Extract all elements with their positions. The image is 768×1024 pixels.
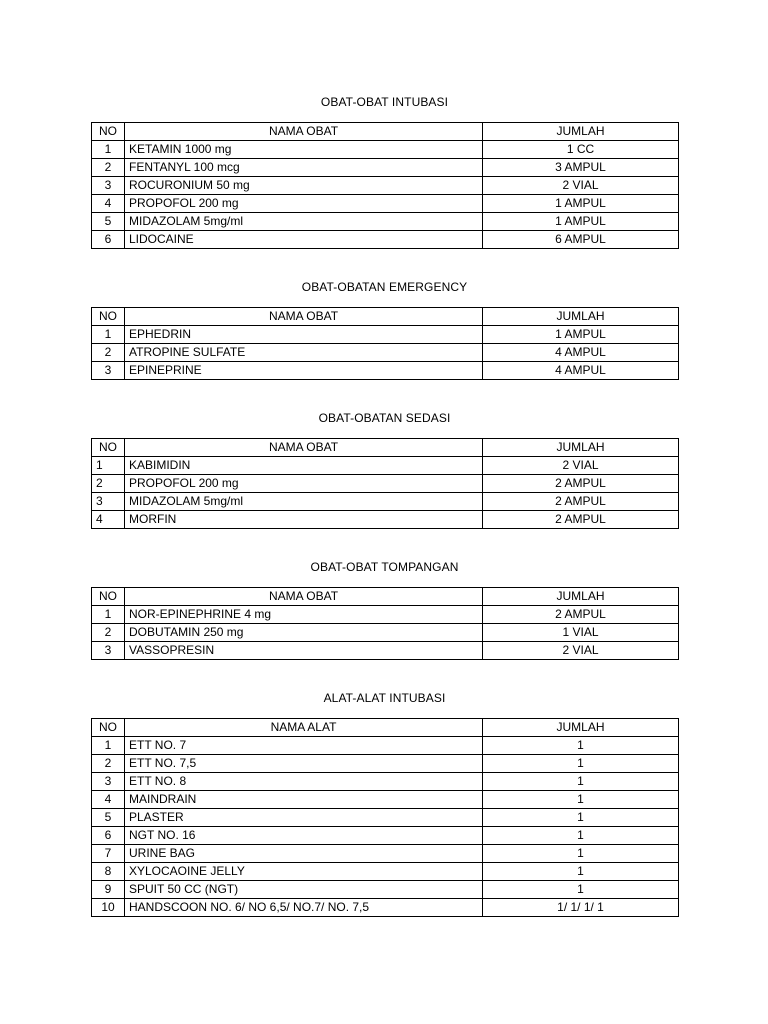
- column-header-no: NO: [92, 719, 125, 737]
- table-header-row: [92, 308, 679, 326]
- column-header-name: NAMA OBAT: [125, 308, 483, 326]
- table-row: [92, 231, 679, 249]
- cell-name: MAINDRAIN: [125, 791, 483, 809]
- cell-no: 4: [92, 195, 125, 213]
- cell-no: 2: [92, 755, 125, 773]
- table-row: [92, 863, 679, 881]
- column-header-name: NAMA OBAT: [125, 123, 483, 141]
- cell-qty: 1: [483, 881, 679, 899]
- cell-name: ROCURONIUM 50 mg: [125, 177, 483, 195]
- table-row: [92, 475, 679, 493]
- cell-name: PLASTER: [125, 809, 483, 827]
- cell-no: 1: [92, 606, 125, 624]
- cell-qty: 1 AMPUL: [483, 213, 679, 231]
- cell-name: LIDOCAINE: [125, 231, 483, 249]
- cell-qty: 1: [483, 809, 679, 827]
- table-row: [92, 493, 679, 511]
- cell-no: 2: [92, 344, 125, 362]
- cell-no: 3: [92, 362, 125, 380]
- table-header-row: [92, 439, 679, 457]
- table-row: [92, 177, 679, 195]
- cell-qty: 1/ 1/ 1/ 1: [483, 899, 679, 917]
- cell-qty: 1 AMPUL: [483, 195, 679, 213]
- cell-name: URINE BAG: [125, 845, 483, 863]
- table-title: OBAT-OBATAN EMERGENCY: [301, 280, 468, 294]
- cell-qty: 4 AMPUL: [483, 362, 679, 380]
- column-header-qty: JUMLAH: [483, 123, 679, 141]
- table-title: ALAT-ALAT INTUBASI: [323, 691, 446, 705]
- table-row: [92, 624, 679, 642]
- cell-qty: 2 AMPUL: [483, 606, 679, 624]
- table-body: [92, 439, 679, 529]
- column-header-no: NO: [92, 308, 125, 326]
- table-row: [92, 809, 679, 827]
- column-header-name: NAMA OBAT: [125, 588, 483, 606]
- table-row: [92, 326, 679, 344]
- cell-name: ETT NO. 7: [125, 737, 483, 755]
- cell-name: ATROPINE SULFATE: [125, 344, 483, 362]
- table-row: [92, 606, 679, 624]
- cell-name: NGT NO. 16: [125, 827, 483, 845]
- table-title: OBAT-OBAT TOMPANGAN: [310, 560, 459, 574]
- cell-no: 2: [92, 159, 125, 177]
- cell-name: FENTANYL 100 mcg: [125, 159, 483, 177]
- table-section-alat-intubasi: [91, 690, 678, 917]
- cell-name: EPHEDRIN: [125, 326, 483, 344]
- table-header-row: [92, 588, 679, 606]
- cell-qty: 2 VIAL: [483, 177, 679, 195]
- column-header-qty: JUMLAH: [483, 439, 679, 457]
- table-row: [92, 213, 679, 231]
- data-table: [91, 438, 679, 529]
- table-section-obatan-sedasi: [91, 410, 678, 529]
- cell-no: 4: [92, 791, 125, 809]
- cell-no: 6: [92, 231, 125, 249]
- table-row: [92, 899, 679, 917]
- cell-qty: 6 AMPUL: [483, 231, 679, 249]
- column-header-no: NO: [92, 123, 125, 141]
- table-row: [92, 773, 679, 791]
- cell-qty: 1 CC: [483, 141, 679, 159]
- table-row: [92, 881, 679, 899]
- table-title: OBAT-OBAT INTUBASI: [320, 95, 449, 109]
- cell-no: 1: [92, 141, 125, 159]
- cell-name: MIDAZOLAM 5mg/ml: [125, 493, 483, 511]
- cell-name: ETT NO. 7,5: [125, 755, 483, 773]
- cell-no: 2: [92, 624, 125, 642]
- cell-qty: 1: [483, 755, 679, 773]
- cell-name: PROPOFOL 200 mg: [125, 475, 483, 493]
- column-header-qty: JUMLAH: [483, 719, 679, 737]
- table-row: [92, 195, 679, 213]
- cell-name: KETAMIN 1000 mg: [125, 141, 483, 159]
- cell-qty: 2 VIAL: [483, 457, 679, 475]
- cell-qty: 2 AMPUL: [483, 493, 679, 511]
- cell-name: ETT NO. 8: [125, 773, 483, 791]
- cell-no: 2: [92, 475, 125, 493]
- cell-qty: 1 AMPUL: [483, 326, 679, 344]
- cell-no: 6: [92, 827, 125, 845]
- cell-qty: 1: [483, 827, 679, 845]
- data-table: [91, 587, 679, 660]
- table-body: [92, 123, 679, 249]
- table-body: [92, 308, 679, 380]
- cell-no: 3: [92, 773, 125, 791]
- table-body: [92, 588, 679, 660]
- column-header-qty: JUMLAH: [483, 588, 679, 606]
- cell-no: 3: [92, 642, 125, 660]
- table-section-obat-intubasi: [91, 94, 678, 249]
- cell-name: HANDSCOON NO. 6/ NO 6,5/ NO.7/ NO. 7,5: [125, 899, 483, 917]
- cell-name: MORFIN: [125, 511, 483, 529]
- cell-no: 5: [92, 809, 125, 827]
- column-header-no: NO: [92, 588, 125, 606]
- table-row: [92, 827, 679, 845]
- cell-name: MIDAZOLAM 5mg/ml: [125, 213, 483, 231]
- cell-qty: 4 AMPUL: [483, 344, 679, 362]
- table-row: [92, 791, 679, 809]
- cell-qty: 1 VIAL: [483, 624, 679, 642]
- cell-name: SPUIT 50 CC (NGT): [125, 881, 483, 899]
- cell-no: 1: [92, 737, 125, 755]
- table-section-obat-tompangan: [91, 559, 678, 660]
- column-header-no: NO: [92, 439, 125, 457]
- table-row: [92, 755, 679, 773]
- cell-name: XYLOCAOINE JELLY: [125, 863, 483, 881]
- cell-qty: 1: [483, 845, 679, 863]
- table-header-row: [92, 123, 679, 141]
- cell-name: EPINEPRINE: [125, 362, 483, 380]
- cell-name: VASSOPRESIN: [125, 642, 483, 660]
- cell-no: 3: [92, 177, 125, 195]
- cell-no: 5: [92, 213, 125, 231]
- data-table: [91, 307, 679, 380]
- cell-no: 1: [92, 326, 125, 344]
- data-table: [91, 122, 679, 249]
- cell-name: PROPOFOL 200 mg: [125, 195, 483, 213]
- data-table: [91, 718, 679, 917]
- column-header-qty: JUMLAH: [483, 308, 679, 326]
- cell-name: NOR-EPINEPHRINE 4 mg: [125, 606, 483, 624]
- cell-name: DOBUTAMIN 250 mg: [125, 624, 483, 642]
- cell-no: 8: [92, 863, 125, 881]
- table-header-row: [92, 719, 679, 737]
- table-body: [92, 719, 679, 917]
- cell-qty: 1: [483, 863, 679, 881]
- cell-name: KABIMIDIN: [125, 457, 483, 475]
- cell-qty: 3 AMPUL: [483, 159, 679, 177]
- cell-no: 9: [92, 881, 125, 899]
- table-row: [92, 344, 679, 362]
- cell-no: 7: [92, 845, 125, 863]
- table-row: [92, 159, 679, 177]
- cell-no: 3: [92, 493, 125, 511]
- table-title: OBAT-OBATAN SEDASI: [318, 411, 451, 425]
- cell-no: 10: [92, 899, 125, 917]
- column-header-name: NAMA ALAT: [125, 719, 483, 737]
- cell-qty: 2 AMPUL: [483, 475, 679, 493]
- table-row: [92, 457, 679, 475]
- table-row: [92, 845, 679, 863]
- table-section-obatan-emergency: [91, 279, 678, 380]
- table-row: [92, 362, 679, 380]
- table-row: [92, 642, 679, 660]
- cell-qty: 1: [483, 773, 679, 791]
- cell-qty: 1: [483, 791, 679, 809]
- cell-qty: 1: [483, 737, 679, 755]
- cell-no: 1: [92, 457, 125, 475]
- cell-no: 4: [92, 511, 125, 529]
- table-row: [92, 141, 679, 159]
- column-header-name: NAMA OBAT: [125, 439, 483, 457]
- table-row: [92, 737, 679, 755]
- cell-qty: 2 VIAL: [483, 642, 679, 660]
- table-row: [92, 511, 679, 529]
- cell-qty: 2 AMPUL: [483, 511, 679, 529]
